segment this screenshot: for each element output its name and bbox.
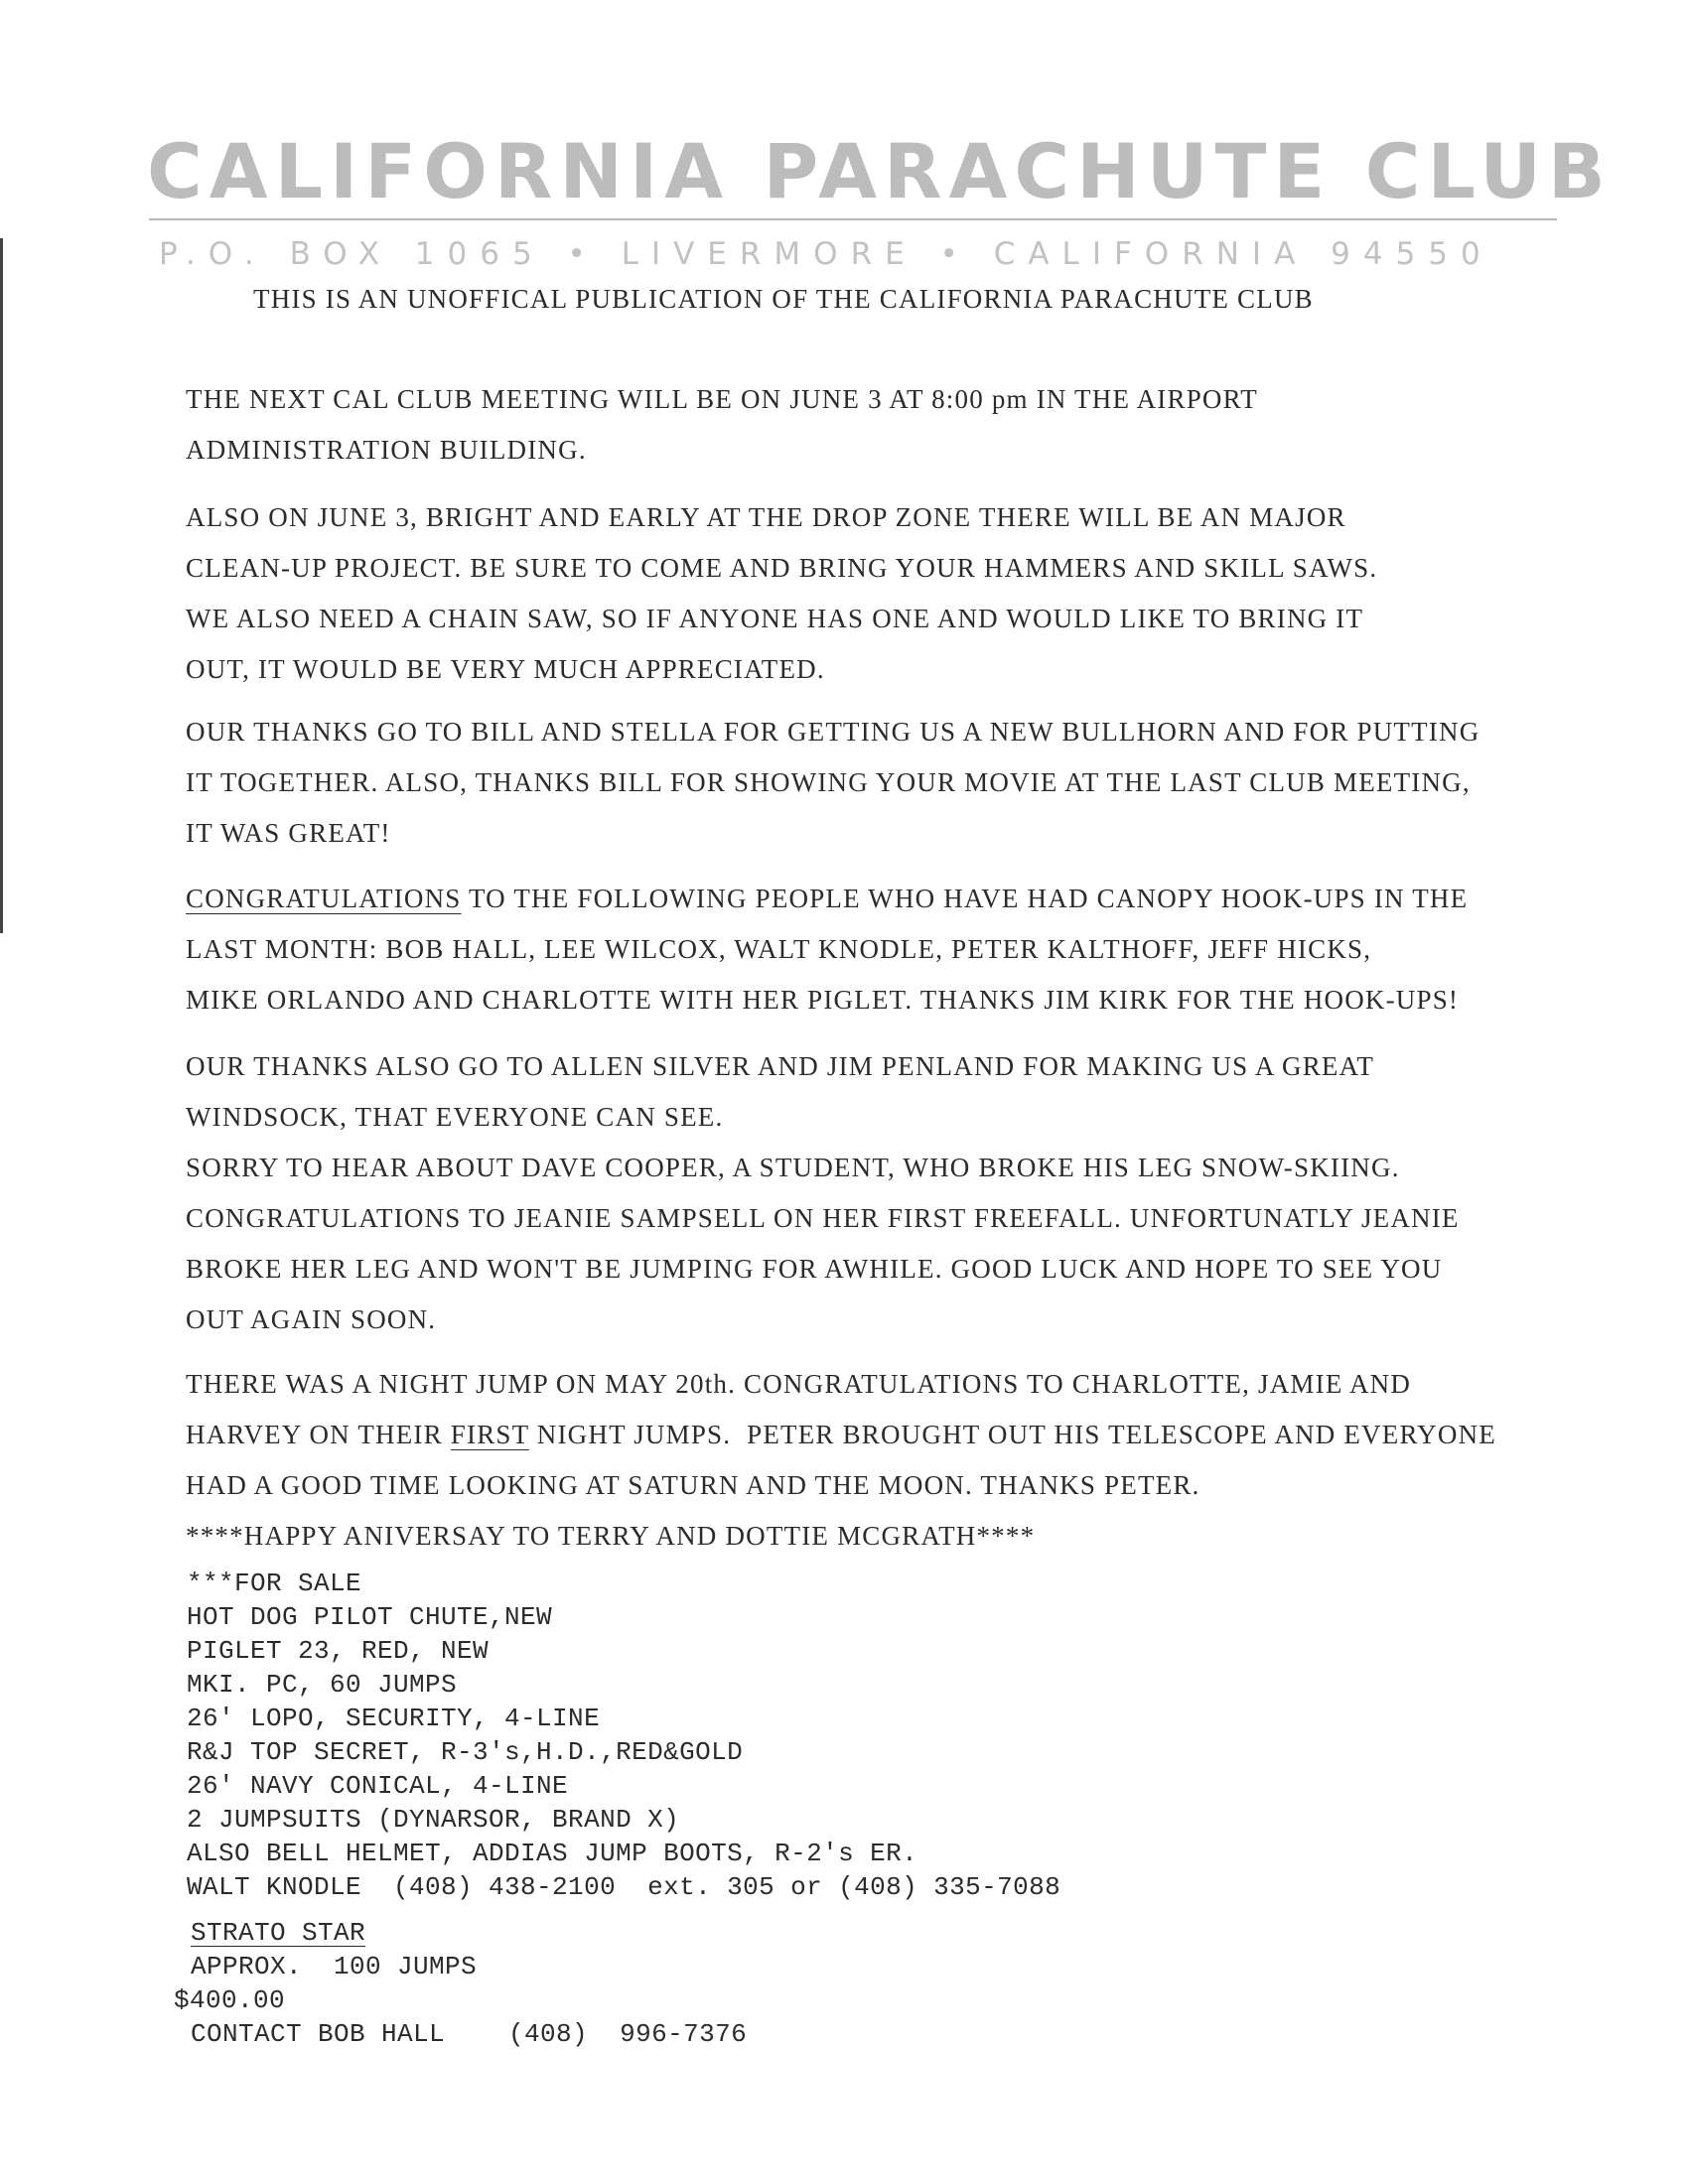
for-sale-item: ALSO BELL HELMET, ADDIAS JUMP BOOTS, R-2's ER. — [187, 1839, 918, 1868]
text-line: ALSO ON JUNE 3, BRIGHT AND EARLY AT THE DROP ZONE THERE WILL BE AN MAJOR — [186, 502, 1346, 532]
for-sale-item: MKI. PC, 60 JUMPS — [187, 1670, 458, 1700]
text-line: MIKE ORLANDO AND CHARLOTTE WITH HER PIGLET. THANKS JIM KIRK FOR THE HOOK-UPS! — [186, 985, 1460, 1015]
text-fragment: HARVEY ON THEIR — [186, 1420, 451, 1449]
paragraph-bullhorn — [186, 707, 1596, 859]
strato-star-contact: CONTACT BOB HALL (408) 996-7376 — [191, 2019, 748, 2049]
letterhead-title: CALIFORNIA PARACHUTE CLUB — [147, 127, 1613, 215]
text-line: THERE WAS A NIGHT JUMP ON MAY 20th. CONGRATULATIONS TO CHARLOTTE, JAMIE AND — [186, 1369, 1412, 1399]
text-line: OUT, IT WOULD BE VERY MUCH APPRECIATED. — [186, 654, 825, 684]
for-sale-item: HOT DOG PILOT CHUTE,NEW — [187, 1602, 553, 1632]
strato-star-jumps: APPROX. 100 JUMPS — [191, 1952, 478, 1981]
for-sale-contact: WALT KNODLE (408) 438-2100 ext. 305 or (408) 335-7088 — [187, 1872, 1061, 1902]
text-line: THE NEXT CAL CLUB MEETING WILL BE ON JUNE 3 AT 8:00 pm IN THE AIRPORT — [186, 384, 1258, 414]
text-line: IT TOGETHER. ALSO, THANKS BILL FOR SHOWING YOUR MOVIE AT THE LAST CLUB MEETING, — [186, 767, 1471, 797]
strato-star-listing — [174, 1916, 748, 2051]
text-line: WE ALSO NEED A CHAIN SAW, SO IF ANYONE HAS ONE AND WOULD LIKE TO BRING IT — [186, 604, 1364, 633]
for-sale-item: PIGLET 23, RED, NEW — [187, 1636, 490, 1666]
text-line: ADMINISTRATION BUILDING. — [186, 435, 587, 465]
strato-star-price: $400.00 — [174, 1985, 286, 2015]
text-fragment: NIGHT JUMPS. PETER BROUGHT OUT HIS TELESCOPE AND EVERYONE — [528, 1420, 1496, 1449]
text-line — [186, 1410, 1596, 1460]
text-line: CLEAN-UP PROJECT. BE SURE TO COME AND BRING YOUR HAMMERS AND SKILL SAWS. — [186, 553, 1378, 583]
strato-star-title — [191, 1916, 747, 1950]
for-sale-item: R&J TOP SECRET, R-3's,H.D.,RED&GOLD — [187, 1737, 744, 1767]
text-line: ****HAPPY ANIVERSAY TO TERRY AND DOTTIE MCGRATH**** — [186, 1521, 1036, 1551]
text-line: OUR THANKS ALSO GO TO ALLEN SILVER AND JIM PENLAND FOR MAKING US A GREAT — [186, 1051, 1375, 1081]
paragraph-meeting — [186, 374, 1596, 476]
for-sale-list — [187, 1567, 1060, 1904]
disclaimer: THIS IS AN UNOFFICAL PUBLICATION OF THE CALIFORNIA PARACHUTE CLUB — [253, 284, 1314, 314]
text-fragment: TO THE FOLLOWING PEOPLE WHO HAVE HAD CANOPY HOOK-UPS IN THE — [461, 884, 1469, 913]
text-line — [186, 874, 1596, 924]
for-sale-item: 26' NAVY CONICAL, 4-LINE — [187, 1771, 569, 1801]
paragraph-hookups — [186, 874, 1596, 1025]
text-line: CONGRATULATIONS TO JEANIE SAMPSELL ON HER FIRST FREEFALL. UNFORTUNATLY JEANIE — [186, 1203, 1460, 1233]
text-line: OUR THANKS GO TO BILL AND STELLA FOR GETTING US A NEW BULLHORN AND FOR PUTTING — [186, 717, 1480, 747]
text-line: LAST MONTH: BOB HALL, LEE WILCOX, WALT KNODLE, PETER KALTHOFF, JEFF HICKS, — [186, 934, 1372, 964]
text-line: HAD A GOOD TIME LOOKING AT SATURN AND THE MOON. THANKS PETER. — [186, 1470, 1200, 1500]
paragraph-windsock — [186, 1041, 1596, 1345]
for-sale-item: 26' LOPO, SECURITY, 4-LINE — [187, 1704, 601, 1733]
for-sale-item: 2 JUMPSUITS (DYNARSOR, BRAND X) — [187, 1805, 680, 1835]
for-sale-heading: ***FOR SALE — [187, 1569, 362, 1598]
text-line: OUT AGAIN SOON. — [186, 1304, 437, 1334]
letterhead-rule — [149, 218, 1557, 220]
paragraph-cleanup — [186, 492, 1596, 695]
text-line: IT WAS GREAT! — [186, 818, 391, 848]
text-line: WINDSOCK, THAT EVERYONE CAN SEE. — [186, 1102, 724, 1132]
paragraph-night-jump — [186, 1359, 1596, 1562]
scan-edge-mark — [0, 238, 3, 933]
underlined-first: FIRST — [450, 1420, 529, 1449]
text-line: SORRY TO HEAR ABOUT DAVE COOPER, A STUDENT, WHO BROKE HIS LEG SNOW-SKIING. — [186, 1153, 1400, 1182]
underlined-congratulations: CONGRATULATIONS — [186, 884, 462, 913]
text-line: BROKE HER LEG AND WON'T BE JUMPING FOR AWHILE. GOOD LUCK AND HOPE TO SEE YOU — [186, 1254, 1443, 1284]
strato-star-title-text: STRATO STAR — [191, 1918, 366, 1948]
letterhead-address: P.O. BOX 1065 • LIVERMORE • CALIFORNIA 94550 — [159, 236, 1493, 272]
